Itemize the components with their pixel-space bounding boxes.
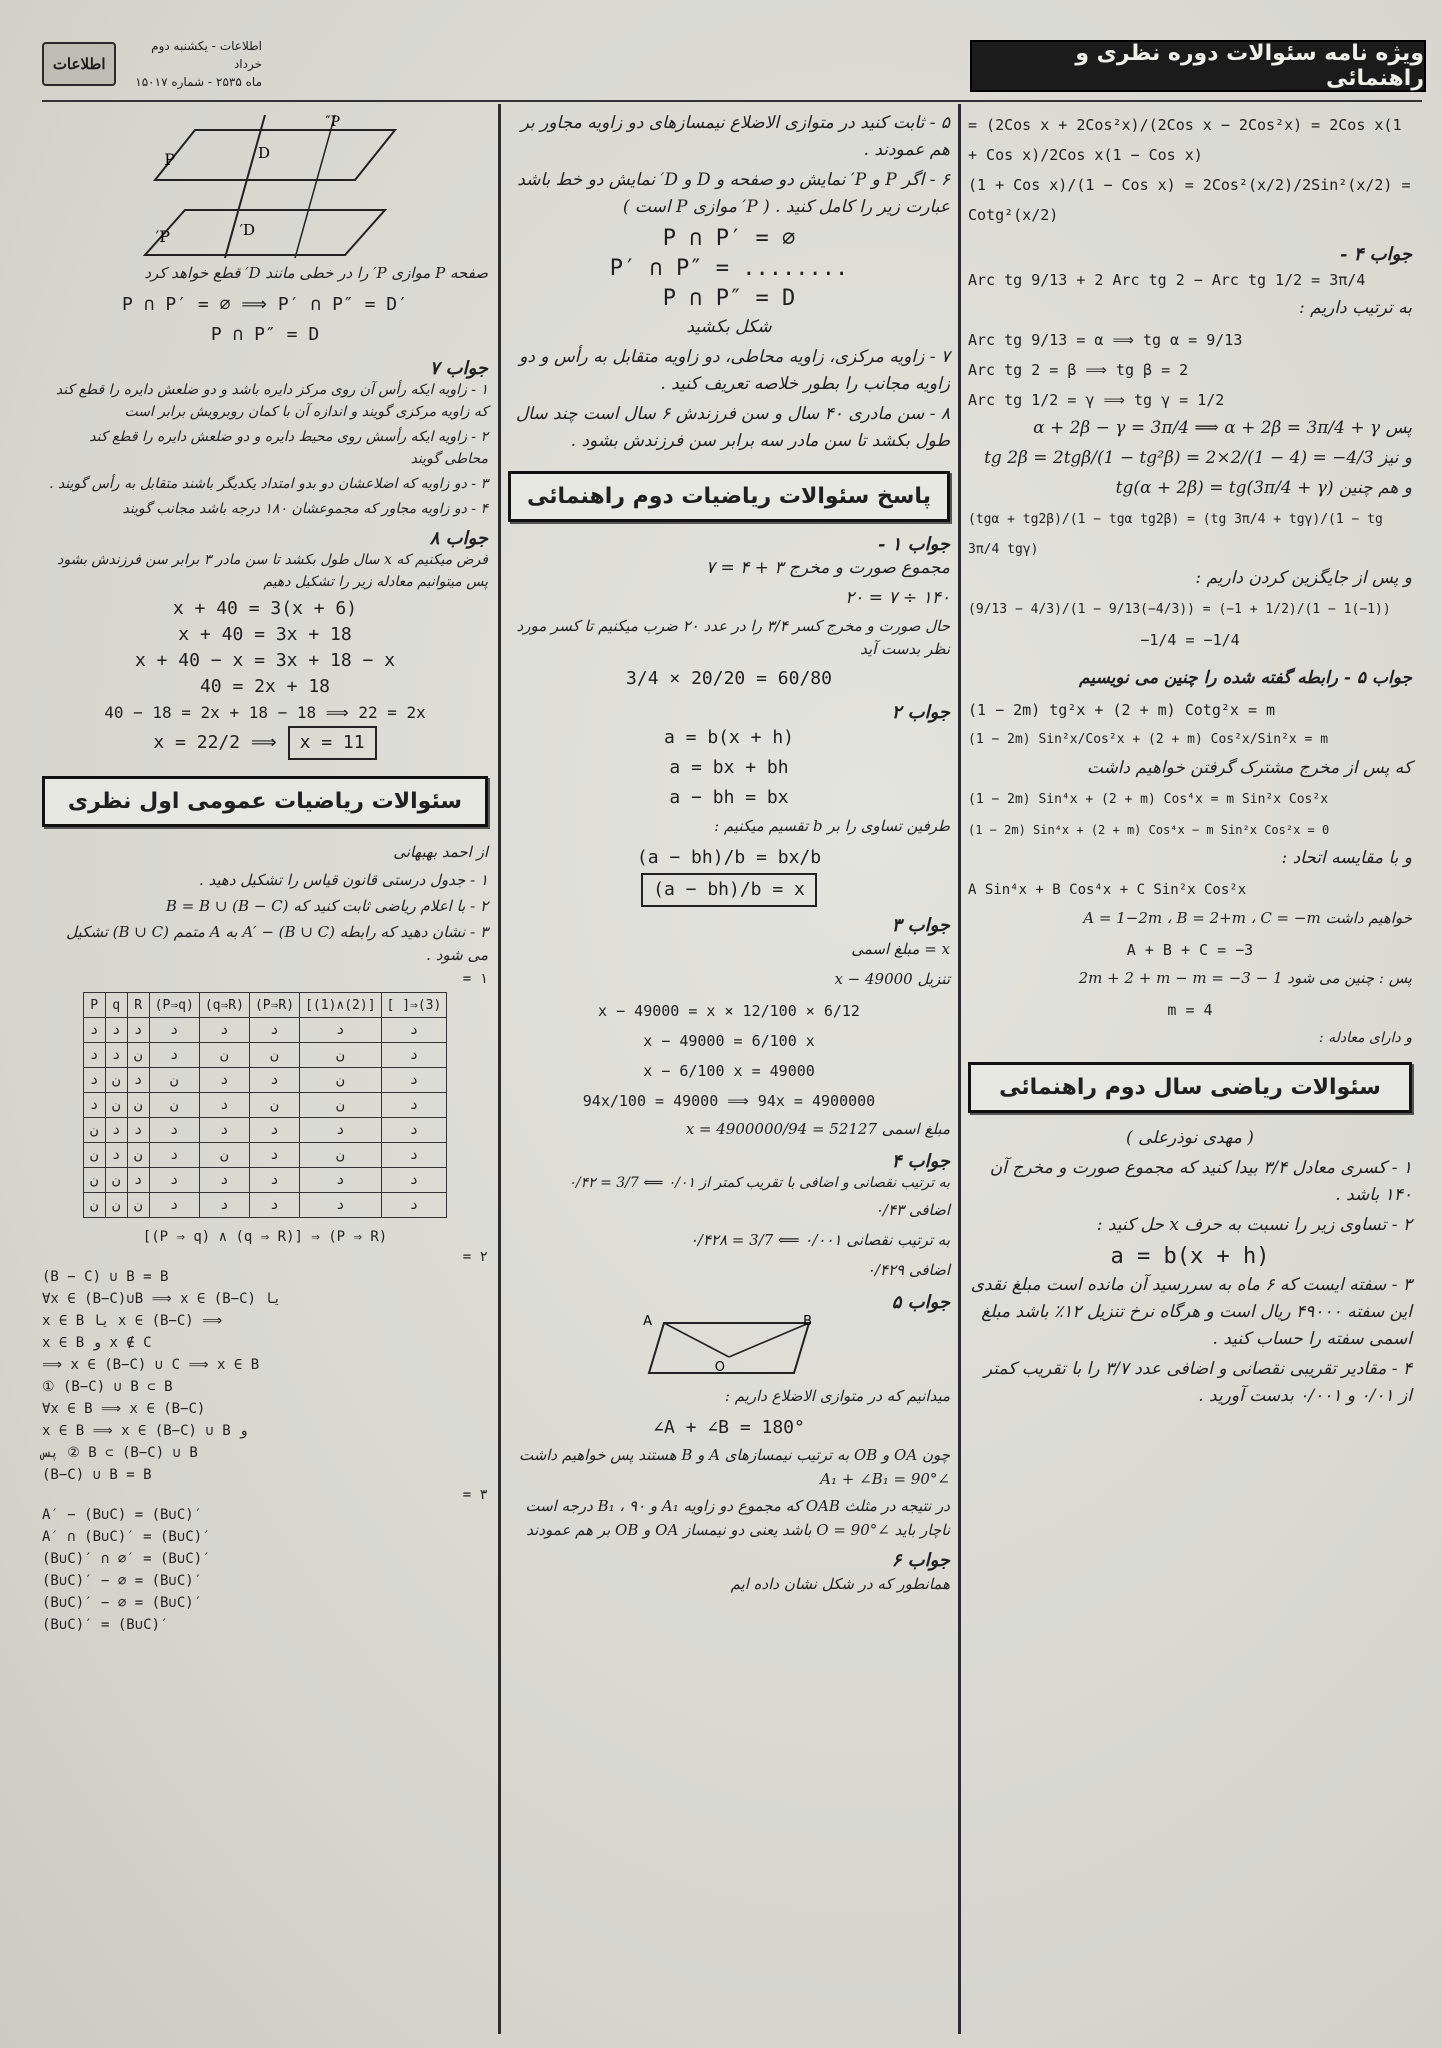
table-cell: د <box>105 1043 127 1068</box>
question-5: ۵ - ثابت کنید در متوازی الاضلاع نیمسازهای دو زاویه مجاور بر هم عمودند . <box>520 113 950 160</box>
table-row <box>83 1118 447 1143</box>
table-cell: د <box>127 1068 149 1093</box>
proof-2-line: x ∈ B و x ∉ C <box>42 1335 152 1351</box>
table-cell: د <box>199 1018 249 1043</box>
answer-1-line: مجموع صورت و مخرج ۳ + ۴ = ۷ <box>705 558 950 578</box>
table-header-cell: q <box>105 993 127 1018</box>
question-6-note: شکل بکشید <box>686 317 772 337</box>
question-7: ۷ - زاویه مرکزی، زاویه محاطی، دو زاویه متقابل به رأس و دو زاویه مجانب را بطور خلاصه تعریف کنید . <box>519 347 950 394</box>
answer-2-line: a − bh = bx <box>669 787 789 808</box>
table-cell: د <box>249 1193 299 1218</box>
answer-8-line: x + 40 = 3(x + 6) <box>172 598 358 619</box>
table-row <box>83 1193 447 1218</box>
answer-3-line: x − 49000 = x × 12/100 × 6/12 <box>598 1002 860 1020</box>
author-credit: ( مهدی نوذرعلی ) <box>1126 1128 1254 1148</box>
table-row <box>83 1143 447 1168</box>
proof-2-line: x ∈ B ⟹ x ∈ (B−C) ∪ B و <box>42 1423 248 1439</box>
identity-line: (1 + Cos x)/(1 − Cos x) = 2Cos²(x/2)/2Sin²(x/2) = Cotg²(x/2) <box>968 176 1411 224</box>
table-header-cell: P <box>83 993 105 1018</box>
table-cell: د <box>199 1093 249 1118</box>
table-cell: د <box>149 1018 199 1043</box>
table-cell: د <box>249 1143 299 1168</box>
newspaper-logo: اطلاعات <box>42 42 116 86</box>
table-cell: د <box>381 1168 447 1193</box>
table-cell: ن <box>149 1068 199 1093</box>
answer-4-line: پس α + 2β − γ = 3π/4 ⟹ α + 2β = 3π/4 + γ <box>1033 418 1412 438</box>
table-cell: د <box>199 1068 249 1093</box>
answer-1-label: جواب ۱ - <box>877 534 950 555</box>
table-cell: ن <box>127 1143 149 1168</box>
special-issue-banner: ویژه نامه سئوالات دوره نظری و راهنمائی <box>970 40 1426 92</box>
answer-4-line: اضافی ۰/۴۲۹ <box>866 1261 950 1279</box>
question-2: ۲ - با اعلام ریاضی ثابت کنید که (B − C) ∪ B = B <box>165 897 488 915</box>
table-cell: د <box>127 1018 149 1043</box>
answer-3-line: x − 49000 = 6/100 x <box>643 1032 815 1050</box>
answer-1-line: ۱۴۰ ÷ ۷ = ۲۰ <box>845 588 950 608</box>
question-2: ۲ - تساوی زیر را نسبت به حرف x حل کنید : <box>1096 1215 1412 1235</box>
column-divider <box>498 104 501 2034</box>
answer-5-line: A + B + C = −3 <box>1126 941 1254 959</box>
svg-text:O: O <box>714 1360 725 1375</box>
table-cell: د <box>149 1043 199 1068</box>
table-cell: د <box>249 1118 299 1143</box>
answer-5-label: جواب ۵ <box>891 1292 950 1313</box>
planes-figure <box>115 110 415 260</box>
table-cell: د <box>149 1143 199 1168</box>
question-1: ۱ - جدول درستی قانون قیاس را تشکیل دهید . <box>198 871 488 889</box>
answer-8-line: x + 40 − x = 3x + 18 − x <box>134 650 396 671</box>
table-cell: ن <box>300 1068 381 1093</box>
answer-4-line: (9/13 − 4/3)/(1 − 9/13(−4/3)) = (−1 + 1/2)/(1 − 1(−1)) <box>968 602 1391 617</box>
table-cell: د <box>83 1018 105 1043</box>
table-cell: د <box>83 1068 105 1093</box>
answer-4-line: Arc tg 9/13 = α ⟹ tg α = 9/13 <box>968 331 1243 349</box>
svg-text:D′: D′ <box>239 221 255 239</box>
table-cell: د <box>149 1168 199 1193</box>
answer-5-line: m = 4 <box>1167 1001 1213 1019</box>
answer-2-boxed: (a − bh)/b = x <box>641 873 817 907</box>
answer-3-line: تنزیل x − 49000 <box>834 970 950 988</box>
header-rule <box>42 100 1422 102</box>
table-cell: د <box>127 1168 149 1193</box>
answer-5-line: و دارای معادله : <box>1318 1030 1412 1046</box>
table-cell: ن <box>105 1093 127 1118</box>
answer-2-line: طرفین تساوی را بر b تقسیم میکنیم : <box>714 817 950 835</box>
table-cell: ن <box>83 1193 105 1218</box>
answer-5-line: میدانیم که در متوازی الاضلاع داریم : <box>724 1387 950 1405</box>
answer-7-line: ۱ - زاویه ایکه رأس آن روی مرکز دایره باشد و دو ضلعش دایره را قطع کند که زاویه مرکزی گویند و اندازه آن با کمان روبرویش برابر است <box>55 382 488 420</box>
table-cell: د <box>381 1043 447 1068</box>
column-divider <box>958 104 961 2034</box>
proof-2-line: ∀x ∈ (B−C)∪B ⟹ x ∈ (B−C) یا <box>42 1291 282 1307</box>
table-header-cell: (P⇒q) <box>149 993 199 1018</box>
table-cell: د <box>300 1118 381 1143</box>
middle-column <box>508 110 950 1601</box>
table-cell: ن <box>199 1043 249 1068</box>
figure-eq: P ∩ P′ = ∅ ⟹ P′ ∩ P″ = D′ <box>122 294 408 315</box>
answer-1-line: حال صورت و مخرج کسر ۳/۴ را در عدد ۲۰ ضرب میکنیم تا کسر مورد نظر بدست آید <box>516 617 950 658</box>
table-cell: د <box>381 1068 447 1093</box>
table-header-cell: R <box>127 993 149 1018</box>
question-6-eq: P ∩ P″ = D <box>662 286 796 311</box>
table-cell: ن <box>249 1043 299 1068</box>
table-cell: ن <box>149 1093 199 1118</box>
question-1: ۱ - کسری معادل ۳/۴ بیدا کنید که مجموع صورت و مخرج آن ۱۴۰ باشد . <box>989 1158 1412 1205</box>
answer-4-line: Arc tg 2 = β ⟹ tg β = 2 <box>968 361 1189 379</box>
answer-3-line: مبلغ اسمی x = 4900000/94 = 52127 <box>685 1120 950 1138</box>
answer-4-line: −1/4 = −1/4 <box>1140 631 1240 649</box>
proof-2-line: (B−C) ∪ B = B <box>42 1467 152 1483</box>
table-cell: د <box>300 1018 381 1043</box>
answer-7-line: ۲ - زاویه ایکه رأسش روی محیط دایره و دو ضلعش دایره را قطع کند محاطی گویند <box>89 429 488 467</box>
table-cell: ن <box>249 1093 299 1118</box>
proof-3-line: (B∪C)′ ∩ ∅′ = (B∪C)′ <box>42 1551 211 1567</box>
svg-text:B: B <box>803 1314 812 1329</box>
answer-4-line: اضافی ۰/۴۳ <box>874 1201 950 1219</box>
question-3: ۳ - نشان دهید که رابطه A′ − (B ∪ C) به A متمم (B ∪ C) تشکیل می شود . <box>66 923 488 964</box>
answer-5-line: در نتیجه در مثلث OAB که مجموع دو زاویه A₁ و B₁ ، ۹۰ درجه است ناچار باید ∠O = 90° باشد یعنی دو نیمساز OA و OB بر هم عمودند <box>525 1497 950 1539</box>
table-cell: د <box>83 1043 105 1068</box>
table-cell: د <box>249 1168 299 1193</box>
answer-7-line: ۳ - دو زاویه که اضلاعشان دو بدو امتداد یکدیگر باشند متقابل به رأس گویند . <box>49 476 488 492</box>
svg-text:A: A <box>643 1314 652 1329</box>
table-cell: د <box>149 1118 199 1143</box>
section-title-grade2-questions: سئوالات ریاضی سال دوم راهنمائی <box>968 1062 1412 1113</box>
answer-3-line: 94x/100 = 49000 ⟹ 94x = 4900000 <box>582 1092 876 1110</box>
proof-3-line: (B∪C)′ − ∅ = (B∪C)′ <box>42 1595 203 1611</box>
answer-3-line: x − 6/100 x = 49000 <box>643 1062 815 1080</box>
table-cell: ن <box>199 1143 249 1168</box>
table-cell: د <box>105 1118 127 1143</box>
answer-7-label: جواب ۷ <box>429 358 488 379</box>
edition-date: اطلاعات - یکشنبه دوم خرداد <box>151 39 262 71</box>
table-cell: د <box>105 1143 127 1168</box>
figure-note: صفحه P موازی P′ را در خطی مانند D′ قطع خواهد کرد <box>144 264 488 282</box>
answer-4-line: به ترتیب نقصانی و اضافی با تقریب کمتر از ۰/۰۱ ⟸ 3/7 = ۰/۴۲ <box>568 1175 950 1191</box>
table-cell: ن <box>127 1193 149 1218</box>
answer-5-label: جواب ۵ - رابطه گفته شده را چنین می نویسیم <box>1079 668 1412 688</box>
answer-4-note: به ترتیب داریم : <box>1299 298 1412 318</box>
question-8: ۸ - سن مادری ۴۰ سال و سن فرزندش ۶ سال است چند سال طول بکشد تا سن مادر سه برابر سن فرزندش بشود . <box>515 404 950 451</box>
answer-5-line: که پس از مخرج مشترک گرفتن خواهیم داشت <box>1086 758 1412 778</box>
truth-table-footer: [(P ⇒ q) ∧ (q ⇒ R)] ⇒ (P ⇒ R) <box>142 1229 388 1245</box>
question-4: ۴ - مقادیر تقریبی نقصانی و اضافی عدد ۳/۷ را با تقریب کمتر از ۰/۰۱ و ۰/۰۰۱ بدست آورید . <box>983 1359 1412 1406</box>
table-cell: د <box>300 1193 381 1218</box>
proof-2-line: ∀x ∈ B ⟹ x ∈ (B−C) <box>42 1401 206 1417</box>
table-cell: د <box>249 1068 299 1093</box>
table-cell: د <box>199 1193 249 1218</box>
answer-2-line: a = b(x + h) <box>663 727 795 748</box>
table-header-cell: [ ]⇒(3) <box>381 993 447 1018</box>
table-cell: د <box>300 1168 381 1193</box>
answer-4-line: به ترتیب نقصانی ۰/۰۰۱ ⟸ 3/7 = ۰/۴۲۸ <box>689 1231 950 1249</box>
answer-8-label: جواب ۸ <box>429 528 488 549</box>
answer-2-result <box>508 873 950 907</box>
table-cell: ن <box>83 1143 105 1168</box>
answer-5-line: A Sin⁴x + B Cos⁴x + C Sin²x Cos²x <box>968 882 1247 898</box>
table-header-cell: [(1)∧(2)] <box>300 993 381 1018</box>
answer-3-line: x = مبلغ اسمی <box>851 940 950 958</box>
table-header-cell: (P⇒R) <box>249 993 299 1018</box>
answer-5-line: (1 − 2m) Sin⁴x + (2 + m) Cos⁴x = m Sin²x Cos²x <box>968 792 1329 807</box>
answer-6-line: همانطور که در شکل نشان داده ایم <box>730 1575 950 1593</box>
table-cell: د <box>381 1018 447 1043</box>
proof-3-line: A′ − (B∪C) = (B∪C)′ <box>42 1507 203 1523</box>
table-cell: د <box>105 1018 127 1043</box>
answer-4-label: جواب ۴ - <box>1339 244 1412 265</box>
answer-2-label: جواب ۲ <box>891 702 950 723</box>
table-cell: ن <box>127 1093 149 1118</box>
proof-2-line: ⟹ x ∈ (B−C) ∪ C ⟹ x ∈ B <box>42 1357 260 1373</box>
answer-5-line: (1 − 2m) tg²x + (2 + m) Cotg²x = m <box>968 701 1276 719</box>
answer-8-line: فرض میکنیم که x سال طول بکشد تا سن مادر ۳ برابر سن فرزندش بشود پس میتوانیم معادله زیر را تشکیل دهیم <box>57 552 488 590</box>
answer-4-equation: Arc tg 9/13 + 2 Arc tg 2 − Arc tg 1/2 = 3π/4 <box>968 271 1366 289</box>
table-row <box>83 1168 447 1193</box>
table-cell: ن <box>105 1168 127 1193</box>
table-cell: د <box>199 1168 249 1193</box>
proof-2-line: ① (B−C) ∪ B ⊂ B <box>42 1379 173 1395</box>
table-row <box>83 1018 447 1043</box>
edition-number: ماه ۲۵۳۵ - شماره ۱۵۰۱۷ <box>135 75 262 89</box>
question-6-eq: P ∩ P′ = ∅ <box>662 226 796 251</box>
proof-3-line: (B∪C)′ = (B∪C)′ <box>42 1617 169 1633</box>
identity-line: = (2Cos x + 2Cos²x)/(2Cos x − 2Cos²x) = 2Cos x(1 + Cos x)/2Cos x(1 − Cos x) <box>968 116 1402 164</box>
answer-5-line: (1 − 2m) Sin²x/Cos²x + (2 + m) Cos²x/Sin²x = m <box>968 732 1329 747</box>
table-row <box>83 1093 447 1118</box>
section-title-grade2-answers: پاسخ سئوالات ریاضیات دوم راهنمائی <box>508 471 950 522</box>
answer-4-line: و نیز tg 2β = 2tgβ/(1 − tg²β) = 2×2/(1 − 4) = −4/3 <box>984 448 1412 468</box>
table-cell: د <box>381 1093 447 1118</box>
answer-2-line: (a − bh)/b = bx/b <box>636 847 822 868</box>
table-cell: ن <box>83 1168 105 1193</box>
table-row <box>83 1043 447 1068</box>
table-cell: د <box>83 1093 105 1118</box>
edition-info <box>126 37 262 91</box>
answer-4-line: و هم چنین tg(α + 2β) = tg(3π/4 + γ) <box>1115 478 1412 498</box>
svg-text:P′: P′ <box>155 227 170 246</box>
part-1-label: = ۱ <box>462 971 488 987</box>
proof-2-line: پس ② B ⊂ (B−C) ∪ B <box>42 1445 198 1461</box>
section-title-general-math: سئوالات ریاضیات عمومی اول نظری <box>42 776 488 827</box>
table-cell: د <box>149 1193 199 1218</box>
table-cell: ن <box>105 1193 127 1218</box>
table-cell: ن <box>300 1143 381 1168</box>
answer-5-line: چون OA و OB به ترتیب نیمسازهای A و B هستند پس خواهیم داشت ∠A₁ + ∠B₁ = 90° <box>518 1446 950 1488</box>
table-cell: د <box>127 1118 149 1143</box>
question-6-eq: P′ ∩ P″ = ........ <box>609 256 849 281</box>
answer-8-boxed: x = 11 <box>288 726 377 760</box>
answer-8-line: 40 = 2x + 18 <box>199 676 331 697</box>
table-cell: ن <box>127 1043 149 1068</box>
figure-eq: P ∩ P″ = D <box>210 324 320 345</box>
proof-3-line: (B∪C)′ − ∅ = (B∪C)′ <box>42 1573 203 1589</box>
svg-text:P: P <box>164 150 175 169</box>
svg-text:P″: P″ <box>325 114 340 130</box>
answer-8-line: 40 − 18 = 2x + 18 − 18 ⟹ 22 = 2x <box>104 703 426 722</box>
table-cell: د <box>381 1143 447 1168</box>
table-cell: ن <box>300 1093 381 1118</box>
question-2-equation: a = b(x + h) <box>1110 1244 1270 1269</box>
answer-5-line: (1 − 2m) Sin⁴x + (2 + m) Cos⁴x − m Sin²x Cos²x = 0 <box>968 823 1330 837</box>
table-cell: د <box>381 1193 447 1218</box>
table-cell: د <box>199 1118 249 1143</box>
part-3-label: = ۳ <box>462 1487 488 1503</box>
answer-5-line: و با مقایسه اتحاد : <box>1281 848 1412 868</box>
masthead <box>42 36 262 92</box>
answer-4-line: و پس از جایگزین کردن داریم : <box>1195 568 1412 588</box>
table-cell: ن <box>300 1043 381 1068</box>
table-header-cell: (q⇒R) <box>199 993 249 1018</box>
answer-7-line: ۴ - دو زاویه مجاور که مجموعشان ۱۸۰ درجه باشد مجانب گویند <box>122 501 488 517</box>
answer-4-line: Arc tg 1/2 = γ ⟹ tg γ = 1/2 <box>968 391 1225 409</box>
truth-table <box>83 992 448 1218</box>
proof-2-line: x ∈ B یا x ∈ (B−C) ⟹ <box>42 1313 223 1329</box>
answer-5-line: خواهیم داشت A = 1−2m ، B = 2+m ، C = −m <box>1083 909 1412 927</box>
table-cell: ن <box>105 1068 127 1093</box>
proof-3-line: A′ ∩ (B∪C)′ = (B∪C)′ <box>42 1529 211 1545</box>
question-6: ۶ - اگر P و P′ نمایش دو صفحه و D و D′ نمایش دو خط باشد عبارت زیر را کامل کنید . ( P′ موازی P است ) <box>517 170 950 217</box>
table-cell: د <box>249 1018 299 1043</box>
question-3: ۳ - سفته ایست که ۶ ماه به سررسید آن مانده است مبلغ نقدی این سفته ۴۹۰۰۰ ریال است و هرگاه نرخ تنزیل ۱۲٪ باشد مبلغ اسمی سفته را حساب کنید . <box>970 1275 1412 1349</box>
table-row <box>83 1068 447 1093</box>
parallelogram-figure <box>634 1313 824 1383</box>
left-column <box>42 110 488 1636</box>
answer-8-line: x + 40 = 3x + 18 <box>178 624 352 645</box>
part-2-label: = ۲ <box>462 1249 488 1265</box>
table-cell: د <box>381 1118 447 1143</box>
answer-8-line: x = 22/2 ⟹ <box>153 732 277 753</box>
answer-4-line: (tgα + tg2β)/(1 − tgα tg2β) = (tg 3π/4 + tgγ)/(1 − tg 3π/4 tgγ) <box>968 512 1383 557</box>
answer-5-line: پس : چنین می شود 1 − 2m + 2 + m − m = −3 <box>1078 969 1412 987</box>
proof-2-line: (B − C) ∪ B = B <box>42 1269 169 1285</box>
author-credit: از احمد بهبهانی <box>393 843 488 861</box>
table-cell: ن <box>83 1118 105 1143</box>
answer-2-line: a = bx + bh <box>669 757 789 778</box>
answer-4-label: جواب ۴ <box>891 1151 950 1172</box>
answer-8-result <box>42 726 488 760</box>
right-column <box>968 110 1412 1413</box>
svg-text:D: D <box>257 144 270 162</box>
answer-3-label: جواب ۳ <box>891 915 950 936</box>
answer-6-label: جواب ۶ <box>891 1550 950 1571</box>
answer-5-line: ∠A + ∠B = 180° <box>653 1417 805 1438</box>
answer-1-line: 3/4 × 20/20 = 60/80 <box>626 668 832 689</box>
